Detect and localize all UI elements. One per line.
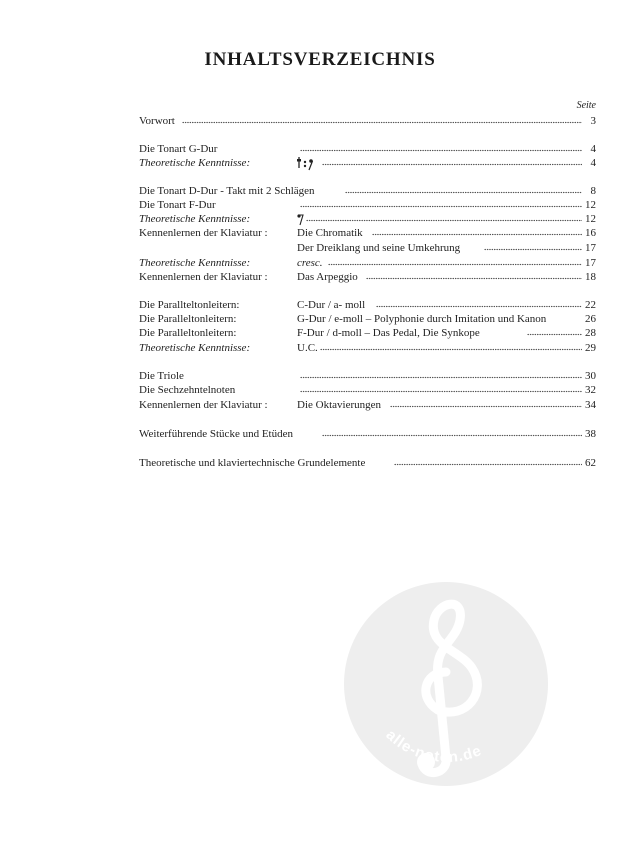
toc-entry-title: Theoretische und klaviertechnische Grundelemente	[139, 457, 366, 469]
dot-leader	[366, 277, 582, 280]
dot-leader	[390, 405, 582, 408]
toc-entry-title: Die Parallteltonleitern:	[139, 299, 240, 311]
toc-entry-subtitle: G-Dur / e-moll – Polyphonie durch Imitation und Kanon	[297, 313, 547, 325]
toc-entry	[0, 298, 640, 312]
toc-entry-page: 12	[585, 199, 596, 211]
dot-leader	[372, 233, 582, 236]
toc-entry	[0, 383, 640, 397]
watermark-text: alle-noten.de	[382, 726, 485, 766]
toc-entry	[0, 369, 640, 383]
toc-entry-subtitle: cresc.	[297, 257, 323, 269]
toc-entry-page: 38	[585, 428, 596, 440]
dot-leader	[322, 163, 582, 166]
toc-entry	[0, 226, 640, 240]
dot-leader	[328, 263, 582, 266]
toc-entry	[0, 184, 640, 198]
toc-entry-page: 4	[590, 143, 596, 155]
dot-leader	[182, 121, 582, 124]
toc-entry-title: Kennenlernen der Klaviatur :	[139, 399, 268, 411]
toc-entry-title: Kennenlernen der Klaviatur :	[139, 271, 268, 283]
toc-entry	[0, 142, 640, 156]
toc-entry-title: Theoretische Kenntnisse:	[139, 157, 251, 169]
toc-entry-page: 26	[585, 313, 596, 325]
dot-leader	[300, 390, 582, 393]
toc-entry-subtitle: C-Dur / a- moll	[297, 299, 366, 311]
dot-leader	[484, 248, 582, 251]
toc-entry-title: Die Sechzehntelnoten	[139, 384, 236, 396]
toc-entry	[0, 241, 640, 255]
watermark-logo	[342, 580, 550, 788]
toc-entry-page: 22	[585, 299, 596, 311]
toc-entry	[0, 156, 640, 170]
toc-entry-page: 28	[585, 327, 596, 339]
dot-leader	[300, 149, 582, 152]
page-title: INHALTSVERZEICHNIS	[204, 49, 436, 70]
toc-entry-title: Theoretische Kenntnisse:	[139, 213, 251, 225]
toc-entry-title: Die Paralleltonleitern:	[139, 313, 237, 325]
toc-entry-title: Weiterführende Stücke und Etüden	[139, 428, 293, 440]
toc-entry	[0, 341, 640, 355]
toc-entry-subtitle: U.C.	[297, 342, 318, 354]
toc-entry-page: 12	[585, 213, 596, 225]
dot-leader	[345, 191, 582, 194]
dot-leader	[376, 305, 582, 308]
toc-entry-title: Vorwort	[139, 115, 175, 127]
toc-entry	[0, 198, 640, 212]
seite-label: Seite	[576, 100, 596, 111]
toc-entry	[0, 114, 640, 128]
toc-entry-title: Theoretische Kenntnisse:	[139, 342, 251, 354]
dot-leader	[322, 434, 582, 437]
toc-entry-title: Theoretische Kenntnisse:	[139, 257, 251, 269]
toc-entry-subtitle: F-Dur / d-moll – Das Pedal, Die Synkope	[297, 327, 480, 339]
toc-entry	[0, 270, 640, 284]
toc-entry-subtitle: Die Chromatik	[297, 227, 363, 239]
dot-leader	[300, 376, 582, 379]
toc-entry-page: 30	[585, 370, 596, 382]
toc-entry-page: 3	[590, 115, 596, 127]
toc-entry-page: 4	[590, 157, 596, 169]
toc-entry-page: 32	[585, 384, 596, 396]
dot-leader	[306, 219, 582, 222]
toc-entry-subtitle: Das Arpeggio	[297, 271, 358, 283]
toc-entry	[0, 427, 640, 441]
toc-entry	[0, 312, 640, 326]
toc-entry-page: 17	[585, 242, 596, 254]
toc-entry	[0, 456, 640, 470]
toc-entry	[0, 326, 640, 340]
quarter-and-eighth-rest-icon	[294, 156, 322, 172]
toc-entry	[0, 398, 640, 412]
toc-entry-subtitle: Der Dreiklang und seine Umkehrung	[297, 242, 461, 254]
toc-entry-title: Kennenlernen der Klaviatur :	[139, 227, 268, 239]
toc-entry-page: 17	[585, 257, 596, 269]
toc-entry-title: Die Tonart D-Dur - Takt mit 2 Schlägen	[139, 185, 315, 197]
dot-leader	[394, 463, 582, 466]
toc-entry-page: 34	[585, 399, 596, 411]
dot-leader	[300, 205, 582, 208]
toc-entry-page: 62	[585, 457, 596, 469]
toc-entry-subtitle: Die Oktavierungen	[297, 399, 381, 411]
dot-leader	[527, 333, 582, 336]
toc-entry-title: Die Tonart F-Dur	[139, 199, 216, 211]
toc-entry-page: 8	[590, 185, 596, 197]
toc-entry-page: 16	[585, 227, 596, 239]
toc-entry-title: Die Tonart G-Dur	[139, 143, 218, 155]
toc-entry-page: 18	[585, 271, 596, 283]
toc-entry	[0, 256, 640, 270]
toc-entry-title: Die Paralleltonleitern:	[139, 327, 237, 339]
dot-leader	[320, 348, 582, 351]
toc-entry-page: 29	[585, 342, 596, 354]
toc-entry-title: Die Triole	[139, 370, 184, 382]
toc-entry	[0, 212, 640, 226]
